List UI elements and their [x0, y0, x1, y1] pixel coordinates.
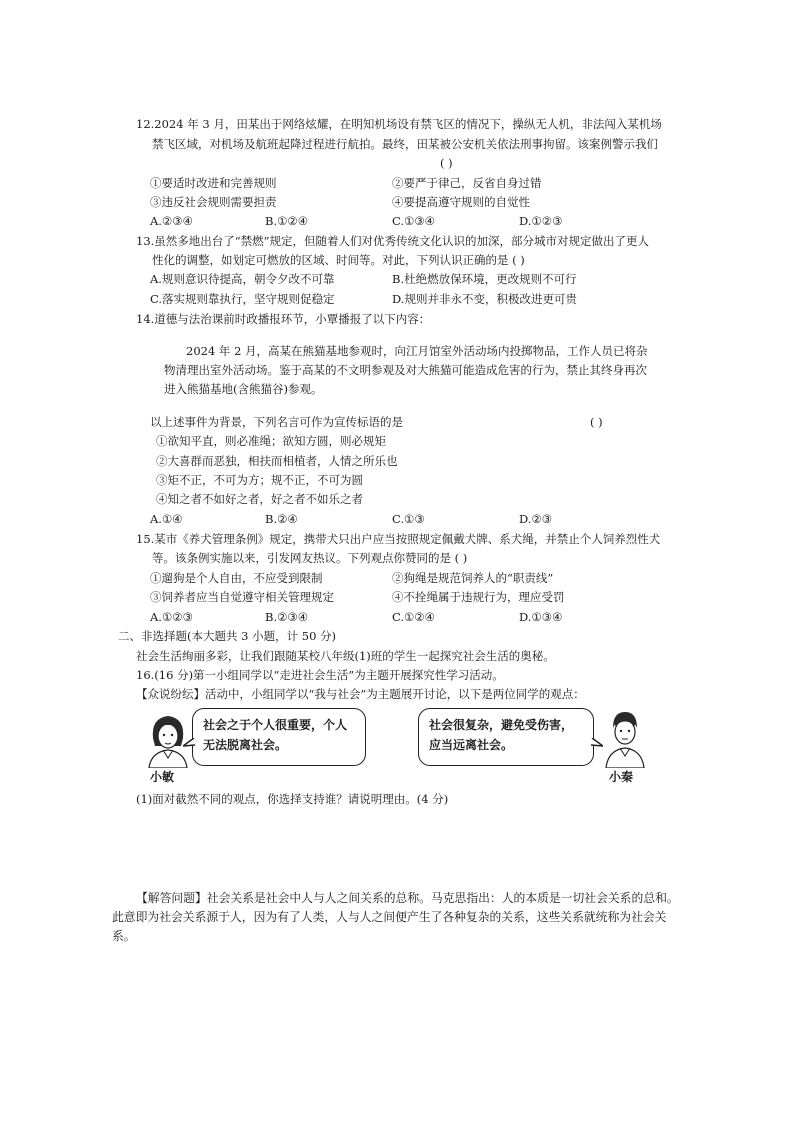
q13-option-b: B.杜绝燃放保环境，更改规则不可行 [392, 272, 577, 286]
q12-statement-4: ④要提高遵守规则的自觉性 [392, 195, 530, 209]
q15-option-b: B.②③④ [265, 610, 309, 624]
q13-line2: 性化的调整，如划定可燃放的区域、时间等。对此，下列认识正确的是 ( ) [152, 253, 525, 267]
q14-paren: ( ) [590, 415, 603, 429]
q14-news-line1: 2024 年 2 月，高某在熊猫基地参观时，向江月馆室外活动场内投掷物品，工作人员已将杂 [186, 344, 648, 358]
q13-line1: 13.虽然多地出台了“禁燃”规定，但随着人们对优秀传统文化认识的加深，部分城市对规定做出了更人 [136, 234, 650, 248]
answer-line1: 【解答问题】社会关系是社会中人与人之间关系的总称。马克思指出：人的本质是一切社会关系的总和。 [136, 891, 679, 905]
student-xiaoqin-figure [603, 708, 647, 768]
speech-bubble-left-tail [183, 738, 197, 750]
section2-title: 二、非选择题(本大题共 3 小题，计 50 分) [118, 629, 337, 643]
q16-sub1: (1)面对截然不同的观点，你选择支持谁？请说明理由。(4 分) [136, 792, 449, 806]
q14-option-b: B.②④ [265, 512, 298, 526]
q14-option-c: C.①③ [392, 512, 425, 526]
q14-statement-4: ④知之者不如好之者，好之者不如乐之者 [156, 492, 363, 506]
q15-statement-4: ④不拴绳属于违规行为，理应受罚 [392, 590, 565, 604]
q16-stem: 16.(16 分)第一小组同学以“走进社会生活”为主题开展探究性学习活动。 [136, 668, 504, 682]
q15-option-d: D.①③④ [519, 610, 563, 624]
q14-news-line3: 进入熊猫基地(含熊猫谷)参观。 [164, 382, 323, 396]
q12-line2: 禁飞区域，对机场及航班起降过程进行航拍。最终，田某被公安机关依法刑事拘留。该案例警示我们 [152, 137, 658, 151]
speech-bubble-right-tail [589, 738, 603, 750]
q13-option-c: C.落实规则靠执行，坚守规则促稳定 [150, 292, 335, 306]
q12-statement-2: ②要严于律己，反省自身过错 [392, 176, 542, 190]
q15-option-a: A.①②③ [150, 610, 193, 624]
q14-option-d: D.②③ [519, 512, 553, 526]
q12-statement-1: ①要适时改进和完善规则 [150, 176, 277, 190]
q15-option-c: C.①②④ [392, 610, 435, 624]
q14-line1: 14.道德与法治课前时政播报环节，小覃播报了以下内容： [136, 312, 431, 326]
q12-statement-3: ③违反社会规则需要担责 [150, 195, 277, 209]
q14-news-line2: 物清理出室外活动场。鉴于高某的不文明参观及对大熊猫可能造成危害的行为，禁止其终身再次 [164, 363, 647, 377]
q12-option-c: C.①③④ [392, 214, 435, 228]
speech-bubble-right: 社会很复杂，避免受伤害，应当远离社会。 [418, 708, 594, 766]
q12-option-b: B.①②④ [265, 214, 309, 228]
q15-statement-3: ③饲养者应当自觉遵守相关管理规定 [150, 590, 334, 604]
q15-line2: 等。该条例实施以来，引发网友热议。下列观点你赞同的是 ( ) [152, 551, 468, 565]
q14-question: 以上述事件为背景，下列名言可作为宣传标语的是 [150, 415, 403, 429]
section2-intro: 社会生活绚丽多彩，让我们跟随某校八年级(1)班的学生一起探究社会生活的奥秘。 [136, 649, 555, 663]
q14-statement-3: ③矩不正，不可为方；规不正，不可为圆 [156, 473, 363, 487]
answer-line3: 系。 [112, 929, 136, 943]
q12-paren: ( ) [440, 156, 453, 170]
q15-line1: 15.某市《养犬管理条例》规定，携带犬只出户应当按照规定佩戴犬牌、系犬绳，并禁止个人饲养烈性犬 [136, 532, 661, 546]
student-xiaoqin-name: 小秦 [609, 770, 634, 784]
q12-line1: 12.2024 年 3 月，田某出于网络炫耀，在明知机场设有禁飞区的情况下，操纵无人机，非法闯入某机场 [136, 117, 662, 131]
q16-views-heading: 【众说纷纭】活动中，小组同学以“我与社会”为主题展开讨论，以下是两位同学的观点： [136, 687, 585, 701]
q14-statement-1: ①欲知平直，则必准绳；欲知方圆，则必规矩 [156, 434, 386, 448]
q13-option-d: D.规则并非永不变，积极改进更可贵 [392, 292, 577, 306]
q13-option-a: A.规则意识待提高，朝令夕改不可靠 [150, 272, 335, 286]
answer-line2: 此意即为社会关系源于人，因为有了人类，人与人之间便产生了各种复杂的关系，这些关系就统称为社会关 [112, 910, 667, 924]
q14-option-a: A.①④ [150, 512, 183, 526]
q12-option-d: D.①②③ [519, 214, 563, 228]
student-xiaomin-name: 小敏 [150, 770, 175, 784]
q15-statement-2: ②狗绳是规范饲养人的“职责线” [392, 571, 554, 585]
speech-bubble-left: 社会之于个人很重要，个人无法脱离社会。 [192, 708, 366, 766]
q12-option-a: A.②③④ [150, 214, 193, 228]
q15-statement-1: ①遛狗是个人自由，不应受到限制 [150, 571, 323, 585]
q14-statement-2: ②大喜群而恶独，相扶而相植者，人情之所乐也 [156, 454, 398, 468]
